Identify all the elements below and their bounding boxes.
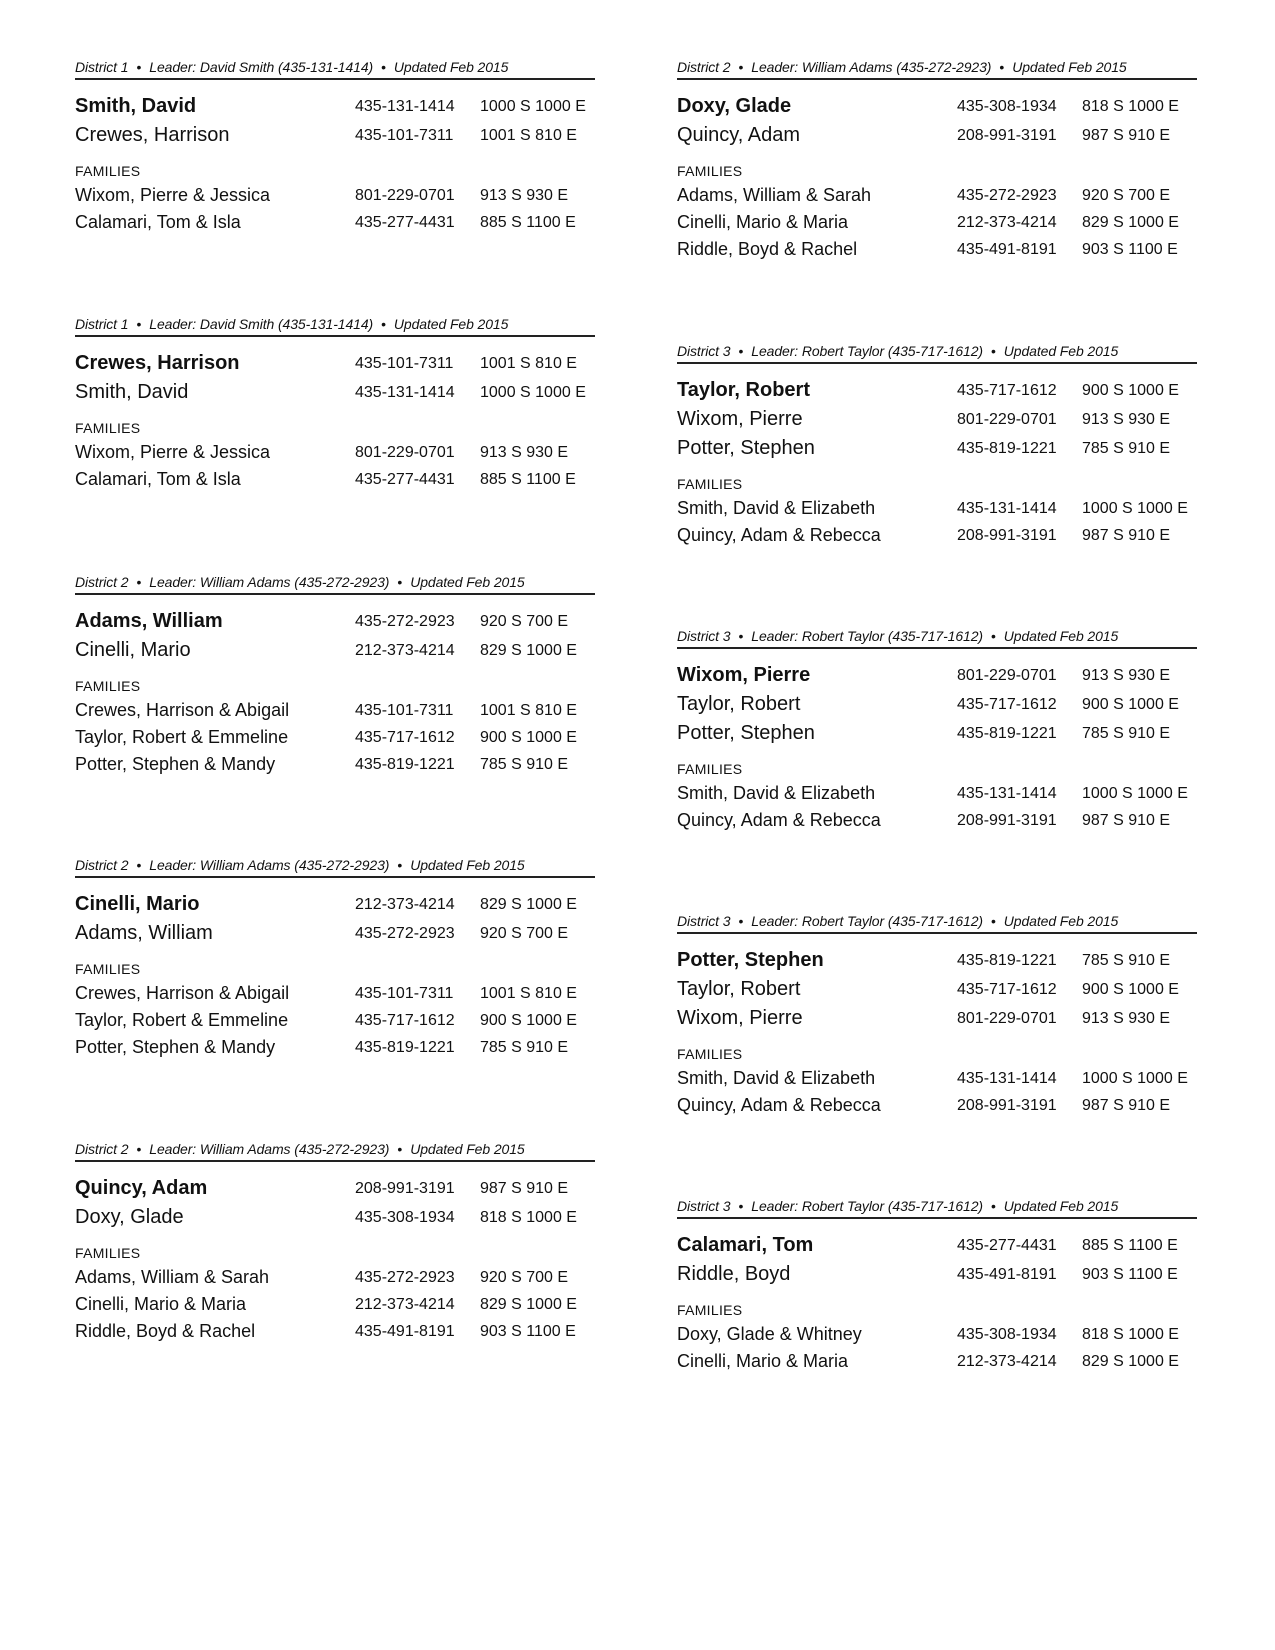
district-card xyxy=(677,912,1197,1119)
contact-address: 1001 S 810 E xyxy=(480,702,577,719)
contact-phone: 435-717-1612 xyxy=(355,729,455,746)
members-list xyxy=(677,946,1197,1033)
separator-dot: • xyxy=(136,857,142,873)
separator-dot: • xyxy=(999,59,1005,75)
separator-dot: • xyxy=(990,628,996,644)
contact-phone: 435-131-1414 xyxy=(355,384,455,401)
family-row xyxy=(75,182,595,209)
updated-label: Updated Feb 2015 xyxy=(410,857,525,873)
contact-address: 913 S 930 E xyxy=(480,187,569,204)
families-label: FAMILIES xyxy=(677,1302,743,1318)
contact-name: Taylor, Robert xyxy=(677,693,801,715)
members-list xyxy=(75,890,595,948)
contact-name: Crewes, Harrison xyxy=(75,352,240,374)
contact-address: 913 S 930 E xyxy=(1082,411,1171,428)
contact-address: 1000 S 1000 E xyxy=(1082,1070,1188,1087)
contact-phone: 435-819-1221 xyxy=(355,1039,455,1056)
separator-dot: • xyxy=(397,574,403,590)
contact-name: Quincy, Adam xyxy=(75,1177,208,1199)
families-list xyxy=(677,1321,1197,1375)
family-row xyxy=(75,439,595,466)
contact-phone: 435-491-8191 xyxy=(957,241,1057,258)
separator-dot: • xyxy=(381,316,386,332)
contact-phone: 208-991-3191 xyxy=(957,527,1057,544)
contact-phone: 435-277-4431 xyxy=(957,1237,1057,1254)
family-row xyxy=(75,1007,595,1034)
member-row xyxy=(677,121,1197,150)
contact-address: 903 S 1100 E xyxy=(1082,1266,1178,1283)
contact-address: 920 S 700 E xyxy=(480,925,569,942)
separator-dot: • xyxy=(136,1141,142,1157)
families-label: FAMILIES xyxy=(677,761,743,777)
members-list xyxy=(75,92,595,150)
contact-phone: 435-717-1612 xyxy=(957,696,1057,713)
card-header xyxy=(677,58,1197,80)
card-header xyxy=(677,1197,1197,1219)
contact-name: Riddle, Boyd xyxy=(677,1263,791,1285)
district-label: District 2 xyxy=(75,857,129,873)
contact-name: Quincy, Adam & Rebecca xyxy=(677,1095,881,1115)
district-label: District 2 xyxy=(677,59,731,75)
contact-address: 785 S 910 E xyxy=(1082,952,1171,969)
card-header xyxy=(677,912,1197,934)
member-row xyxy=(677,719,1197,748)
contact-name: Crewes, Harrison & Abigail xyxy=(75,983,290,1003)
contact-address: 920 S 700 E xyxy=(480,1269,569,1286)
contact-address: 920 S 700 E xyxy=(480,613,569,630)
contact-phone: 208-991-3191 xyxy=(355,1180,455,1197)
contact-address: 1000 S 1000 E xyxy=(480,98,586,115)
members-list xyxy=(677,1231,1197,1289)
member-row xyxy=(75,1203,595,1232)
district-card xyxy=(75,573,595,778)
contact-name: Wixom, Pierre xyxy=(677,664,811,686)
contact-name: Calamari, Tom xyxy=(677,1234,814,1256)
family-row xyxy=(75,1034,595,1061)
contact-name: Cinelli, Mario & Maria xyxy=(677,212,849,232)
contact-name: Potter, Stephen xyxy=(677,722,815,744)
contact-name: Crewes, Harrison & Abigail xyxy=(75,700,290,720)
members-list xyxy=(677,376,1197,463)
family-row xyxy=(75,466,595,493)
contact-name: Smith, David xyxy=(75,381,189,403)
contact-name: Wixom, Pierre & Jessica xyxy=(75,185,271,205)
leader-label: Leader: William Adams (435-272-2923) xyxy=(149,1141,390,1157)
member-row xyxy=(75,890,595,919)
card-header xyxy=(75,856,595,878)
leader-label: Leader: Robert Taylor (435-717-1612) xyxy=(751,1198,983,1214)
contact-name: Cinelli, Mario xyxy=(75,639,191,661)
updated-label: Updated Feb 2015 xyxy=(410,1141,525,1157)
contact-address: 785 S 910 E xyxy=(480,1039,569,1056)
contact-phone: 435-272-2923 xyxy=(355,613,455,630)
family-row xyxy=(75,209,595,236)
contact-phone: 212-373-4214 xyxy=(355,1296,455,1313)
contact-address: 885 S 1100 E xyxy=(480,471,576,488)
contact-name: Potter, Stephen & Mandy xyxy=(75,1037,276,1057)
separator-dot: • xyxy=(397,857,403,873)
member-row xyxy=(75,92,595,121)
members-list xyxy=(677,92,1197,150)
member-row xyxy=(75,919,595,948)
contact-phone: 801-229-0701 xyxy=(957,1010,1057,1027)
contact-name: Cinelli, Mario & Maria xyxy=(75,1294,247,1314)
contact-name: Cinelli, Mario & Maria xyxy=(677,1351,849,1371)
contact-address: 900 S 1000 E xyxy=(480,729,577,746)
contact-address: 987 S 910 E xyxy=(1082,127,1171,144)
family-row xyxy=(75,697,595,724)
contact-name: Calamari, Tom & Isla xyxy=(75,469,241,489)
member-row xyxy=(677,975,1197,1004)
leader-label: Leader: Robert Taylor (435-717-1612) xyxy=(751,913,983,929)
member-row xyxy=(75,1174,595,1203)
contact-phone: 208-991-3191 xyxy=(957,1097,1057,1114)
family-row xyxy=(677,1065,1197,1092)
district-label: District 3 xyxy=(677,913,731,929)
contact-address: 1000 S 1000 E xyxy=(480,384,586,401)
contact-phone: 435-101-7311 xyxy=(355,985,454,1002)
families-label: FAMILIES xyxy=(75,420,141,436)
district-label: District 3 xyxy=(677,628,731,644)
separator-dot: • xyxy=(738,59,744,75)
contact-name: Potter, Stephen & Mandy xyxy=(75,754,276,774)
leader-label: Leader: William Adams (435-272-2923) xyxy=(751,59,992,75)
contact-address: 987 S 910 E xyxy=(480,1180,569,1197)
contact-name: Quincy, Adam xyxy=(677,124,801,146)
district-label: District 3 xyxy=(677,343,731,359)
member-row xyxy=(677,1260,1197,1289)
contact-address: 829 S 1000 E xyxy=(1082,214,1179,231)
district-card xyxy=(75,1140,595,1345)
contact-address: 829 S 1000 E xyxy=(480,1296,577,1313)
contact-name: Doxy, Glade & Whitney xyxy=(677,1324,862,1344)
contact-phone: 435-131-1414 xyxy=(957,785,1057,802)
members-list xyxy=(677,661,1197,748)
contact-name: Taylor, Robert & Emmeline xyxy=(75,1010,289,1030)
contact-phone: 435-101-7311 xyxy=(355,127,454,144)
leader-label: Leader: William Adams (435-272-2923) xyxy=(149,574,390,590)
contact-name: Potter, Stephen xyxy=(677,949,824,971)
member-row xyxy=(677,405,1197,434)
member-row xyxy=(75,349,595,378)
district-card xyxy=(75,315,595,493)
contact-address: 818 S 1000 E xyxy=(1082,1326,1179,1343)
contact-name: Smith, David & Elizabeth xyxy=(677,1068,876,1088)
contact-address: 785 S 910 E xyxy=(480,756,569,773)
family-row xyxy=(75,1318,595,1345)
family-row xyxy=(677,780,1197,807)
contact-phone: 435-819-1221 xyxy=(355,756,455,773)
contact-phone: 212-373-4214 xyxy=(355,642,455,659)
separator-dot: • xyxy=(990,1198,996,1214)
card-header xyxy=(75,573,595,595)
contact-address: 829 S 1000 E xyxy=(1082,1353,1179,1370)
families-label: FAMILIES xyxy=(75,678,141,694)
contact-address: 1001 S 810 E xyxy=(480,985,577,1002)
contact-phone: 435-277-4431 xyxy=(355,471,455,488)
contact-address: 913 S 930 E xyxy=(480,444,569,461)
separator-dot: • xyxy=(738,343,744,359)
contact-phone: 435-272-2923 xyxy=(355,925,455,942)
separator-dot: • xyxy=(397,1141,403,1157)
contact-phone: 212-373-4214 xyxy=(957,214,1057,231)
contact-name: Potter, Stephen xyxy=(677,437,815,459)
contact-address: 829 S 1000 E xyxy=(480,896,577,913)
contact-address: 900 S 1000 E xyxy=(480,1012,577,1029)
families-list xyxy=(75,980,595,1061)
contact-address: 885 S 1100 E xyxy=(480,214,576,231)
family-row xyxy=(677,1092,1197,1119)
contact-address: 1001 S 810 E xyxy=(480,355,577,372)
contact-name: Taylor, Robert xyxy=(677,379,810,401)
contact-name: Doxy, Glade xyxy=(677,95,792,117)
updated-label: Updated Feb 2015 xyxy=(1012,59,1127,75)
contact-address: 900 S 1000 E xyxy=(1082,696,1179,713)
member-row xyxy=(75,636,595,665)
contact-name: Wixom, Pierre xyxy=(677,1007,803,1029)
contact-phone: 208-991-3191 xyxy=(957,812,1057,829)
separator-dot: • xyxy=(738,628,744,644)
contact-phone: 801-229-0701 xyxy=(355,444,455,461)
contact-address: 913 S 930 E xyxy=(1082,667,1171,684)
contact-name: Crewes, Harrison xyxy=(75,124,230,146)
families-label: FAMILIES xyxy=(75,1245,141,1261)
contact-address: 903 S 1100 E xyxy=(1082,241,1178,258)
families-list xyxy=(677,1065,1197,1119)
family-row xyxy=(677,1321,1197,1348)
family-row xyxy=(677,495,1197,522)
contact-phone: 435-819-1221 xyxy=(957,440,1057,457)
contact-address: 920 S 700 E xyxy=(1082,187,1171,204)
leader-label: Leader: Robert Taylor (435-717-1612) xyxy=(751,343,983,359)
families-list xyxy=(75,182,595,236)
family-row xyxy=(677,522,1197,549)
families-list xyxy=(677,780,1197,834)
contact-phone: 435-491-8191 xyxy=(355,1323,455,1340)
contact-address: 1001 S 810 E xyxy=(480,127,577,144)
member-row xyxy=(75,378,595,407)
contact-phone: 435-272-2923 xyxy=(355,1269,455,1286)
contact-address: 885 S 1100 E xyxy=(1082,1237,1178,1254)
contact-address: 1000 S 1000 E xyxy=(1082,500,1188,517)
contact-name: Cinelli, Mario xyxy=(75,893,200,915)
member-row xyxy=(677,434,1197,463)
families-label: FAMILIES xyxy=(75,961,141,977)
contact-phone: 435-717-1612 xyxy=(355,1012,455,1029)
member-row xyxy=(677,1004,1197,1033)
member-row xyxy=(75,121,595,150)
separator-dot: • xyxy=(136,574,142,590)
contact-address: 829 S 1000 E xyxy=(480,642,577,659)
contact-address: 900 S 1000 E xyxy=(1082,981,1179,998)
contact-address: 785 S 910 E xyxy=(1082,725,1171,742)
contact-phone: 435-101-7311 xyxy=(355,355,454,372)
district-label: District 2 xyxy=(75,574,129,590)
updated-label: Updated Feb 2015 xyxy=(1003,628,1119,644)
families-list xyxy=(75,439,595,493)
contact-address: 903 S 1100 E xyxy=(480,1323,576,1340)
contact-address: 818 S 1000 E xyxy=(1082,98,1179,115)
contact-phone: 435-308-1934 xyxy=(355,1209,455,1226)
contact-phone: 801-229-0701 xyxy=(355,187,455,204)
card-header xyxy=(677,627,1197,649)
contact-phone: 435-277-4431 xyxy=(355,214,455,231)
district-card xyxy=(75,856,595,1061)
family-row xyxy=(677,182,1197,209)
families-list xyxy=(677,182,1197,263)
members-list xyxy=(75,607,595,665)
family-row xyxy=(75,1264,595,1291)
separator-dot: • xyxy=(990,343,996,359)
district-card xyxy=(677,1197,1197,1375)
card-header xyxy=(75,1140,595,1162)
families-list xyxy=(75,697,595,778)
district-label: District 3 xyxy=(677,1198,731,1214)
contact-phone: 801-229-0701 xyxy=(957,411,1057,428)
contact-phone: 435-819-1221 xyxy=(957,952,1057,969)
members-list xyxy=(75,1174,595,1232)
separator-dot: • xyxy=(738,913,744,929)
member-row xyxy=(677,92,1197,121)
contact-phone: 435-101-7311 xyxy=(355,702,454,719)
contact-address: 987 S 910 E xyxy=(1082,812,1171,829)
member-row xyxy=(677,661,1197,690)
contact-address: 818 S 1000 E xyxy=(480,1209,577,1226)
member-row xyxy=(677,1231,1197,1260)
contact-address: 987 S 910 E xyxy=(1082,527,1171,544)
family-row xyxy=(677,1348,1197,1375)
contact-name: Smith, David & Elizabeth xyxy=(677,498,876,518)
member-row xyxy=(677,946,1197,975)
contact-address: 1000 S 1000 E xyxy=(1082,785,1188,802)
contact-phone: 435-131-1414 xyxy=(355,98,455,115)
separator-dot: • xyxy=(381,59,386,75)
contact-phone: 801-229-0701 xyxy=(957,667,1057,684)
contact-name: Taylor, Robert xyxy=(677,978,801,1000)
family-row xyxy=(75,1291,595,1318)
leader-label: Leader: William Adams (435-272-2923) xyxy=(149,857,390,873)
family-row xyxy=(677,236,1197,263)
contact-name: Wixom, Pierre xyxy=(677,408,803,430)
family-row xyxy=(677,209,1197,236)
contact-phone: 212-373-4214 xyxy=(957,1353,1057,1370)
contact-address: 785 S 910 E xyxy=(1082,440,1171,457)
leader-label: Leader: Robert Taylor (435-717-1612) xyxy=(751,628,983,644)
family-row xyxy=(75,980,595,1007)
district-label: District 2 xyxy=(75,1141,129,1157)
contact-name: Wixom, Pierre & Jessica xyxy=(75,442,271,462)
contact-name: Adams, William & Sarah xyxy=(75,1267,270,1287)
families-list xyxy=(75,1264,595,1345)
family-row xyxy=(75,751,595,778)
contact-name: Calamari, Tom & Isla xyxy=(75,212,241,232)
contact-phone: 208-991-3191 xyxy=(957,127,1057,144)
contact-phone: 435-491-8191 xyxy=(957,1266,1057,1283)
member-row xyxy=(677,376,1197,405)
contact-name: Adams, William & Sarah xyxy=(677,185,872,205)
contact-name: Smith, David xyxy=(75,95,197,117)
contact-phone: 435-308-1934 xyxy=(957,98,1057,115)
contact-phone: 435-717-1612 xyxy=(957,382,1057,399)
families-label: FAMILIES xyxy=(677,1046,743,1062)
families-label: FAMILIES xyxy=(677,476,743,492)
family-row xyxy=(75,724,595,751)
district-card xyxy=(75,58,595,236)
contact-name: Quincy, Adam & Rebecca xyxy=(677,525,881,545)
families-label: FAMILIES xyxy=(677,163,743,179)
separator-dot: • xyxy=(136,316,142,332)
contact-phone: 435-308-1934 xyxy=(957,1326,1057,1343)
contact-name: Quincy, Adam & Rebecca xyxy=(677,810,881,830)
updated-label: Updated Feb 2015 xyxy=(1003,1198,1119,1214)
contact-name: Taylor, Robert & Emmeline xyxy=(75,727,289,747)
district-card xyxy=(677,627,1197,834)
separator-dot: • xyxy=(738,1198,744,1214)
contact-phone: 435-131-1414 xyxy=(957,500,1057,517)
district-label: District 1 xyxy=(75,316,129,332)
members-list xyxy=(75,349,595,407)
contact-phone: 435-819-1221 xyxy=(957,725,1057,742)
updated-label: Updated Feb 2015 xyxy=(410,574,525,590)
card-header xyxy=(677,342,1197,364)
card-header xyxy=(75,315,595,337)
district-label: District 1 xyxy=(75,59,129,75)
contact-address: 913 S 930 E xyxy=(1082,1010,1171,1027)
contact-phone: 435-131-1414 xyxy=(957,1070,1057,1087)
families-list xyxy=(677,495,1197,549)
leader-label: Leader: David Smith (435-131-1414) xyxy=(149,316,374,332)
district-card xyxy=(677,58,1197,263)
contact-address: 900 S 1000 E xyxy=(1082,382,1179,399)
separator-dot: • xyxy=(136,59,142,75)
leader-label: Leader: David Smith (435-131-1414) xyxy=(149,59,374,75)
contact-name: Adams, William xyxy=(75,922,213,944)
contact-name: Adams, William xyxy=(75,610,223,632)
district-card xyxy=(677,342,1197,549)
updated-label: Updated Feb 2015 xyxy=(393,316,509,332)
updated-label: Updated Feb 2015 xyxy=(393,59,509,75)
updated-label: Updated Feb 2015 xyxy=(1003,343,1119,359)
contact-phone: 212-373-4214 xyxy=(355,896,455,913)
contact-name: Smith, David & Elizabeth xyxy=(677,783,876,803)
families-label: FAMILIES xyxy=(75,163,141,179)
family-row xyxy=(677,807,1197,834)
contact-address: 987 S 910 E xyxy=(1082,1097,1171,1114)
updated-label: Updated Feb 2015 xyxy=(1003,913,1119,929)
member-row xyxy=(75,607,595,636)
separator-dot: • xyxy=(990,913,996,929)
contact-name: Riddle, Boyd & Rachel xyxy=(75,1321,256,1341)
card-header xyxy=(75,58,595,80)
contact-phone: 435-717-1612 xyxy=(957,981,1057,998)
member-row xyxy=(677,690,1197,719)
contact-name: Riddle, Boyd & Rachel xyxy=(677,239,858,259)
contact-phone: 435-272-2923 xyxy=(957,187,1057,204)
contact-name: Doxy, Glade xyxy=(75,1206,184,1228)
